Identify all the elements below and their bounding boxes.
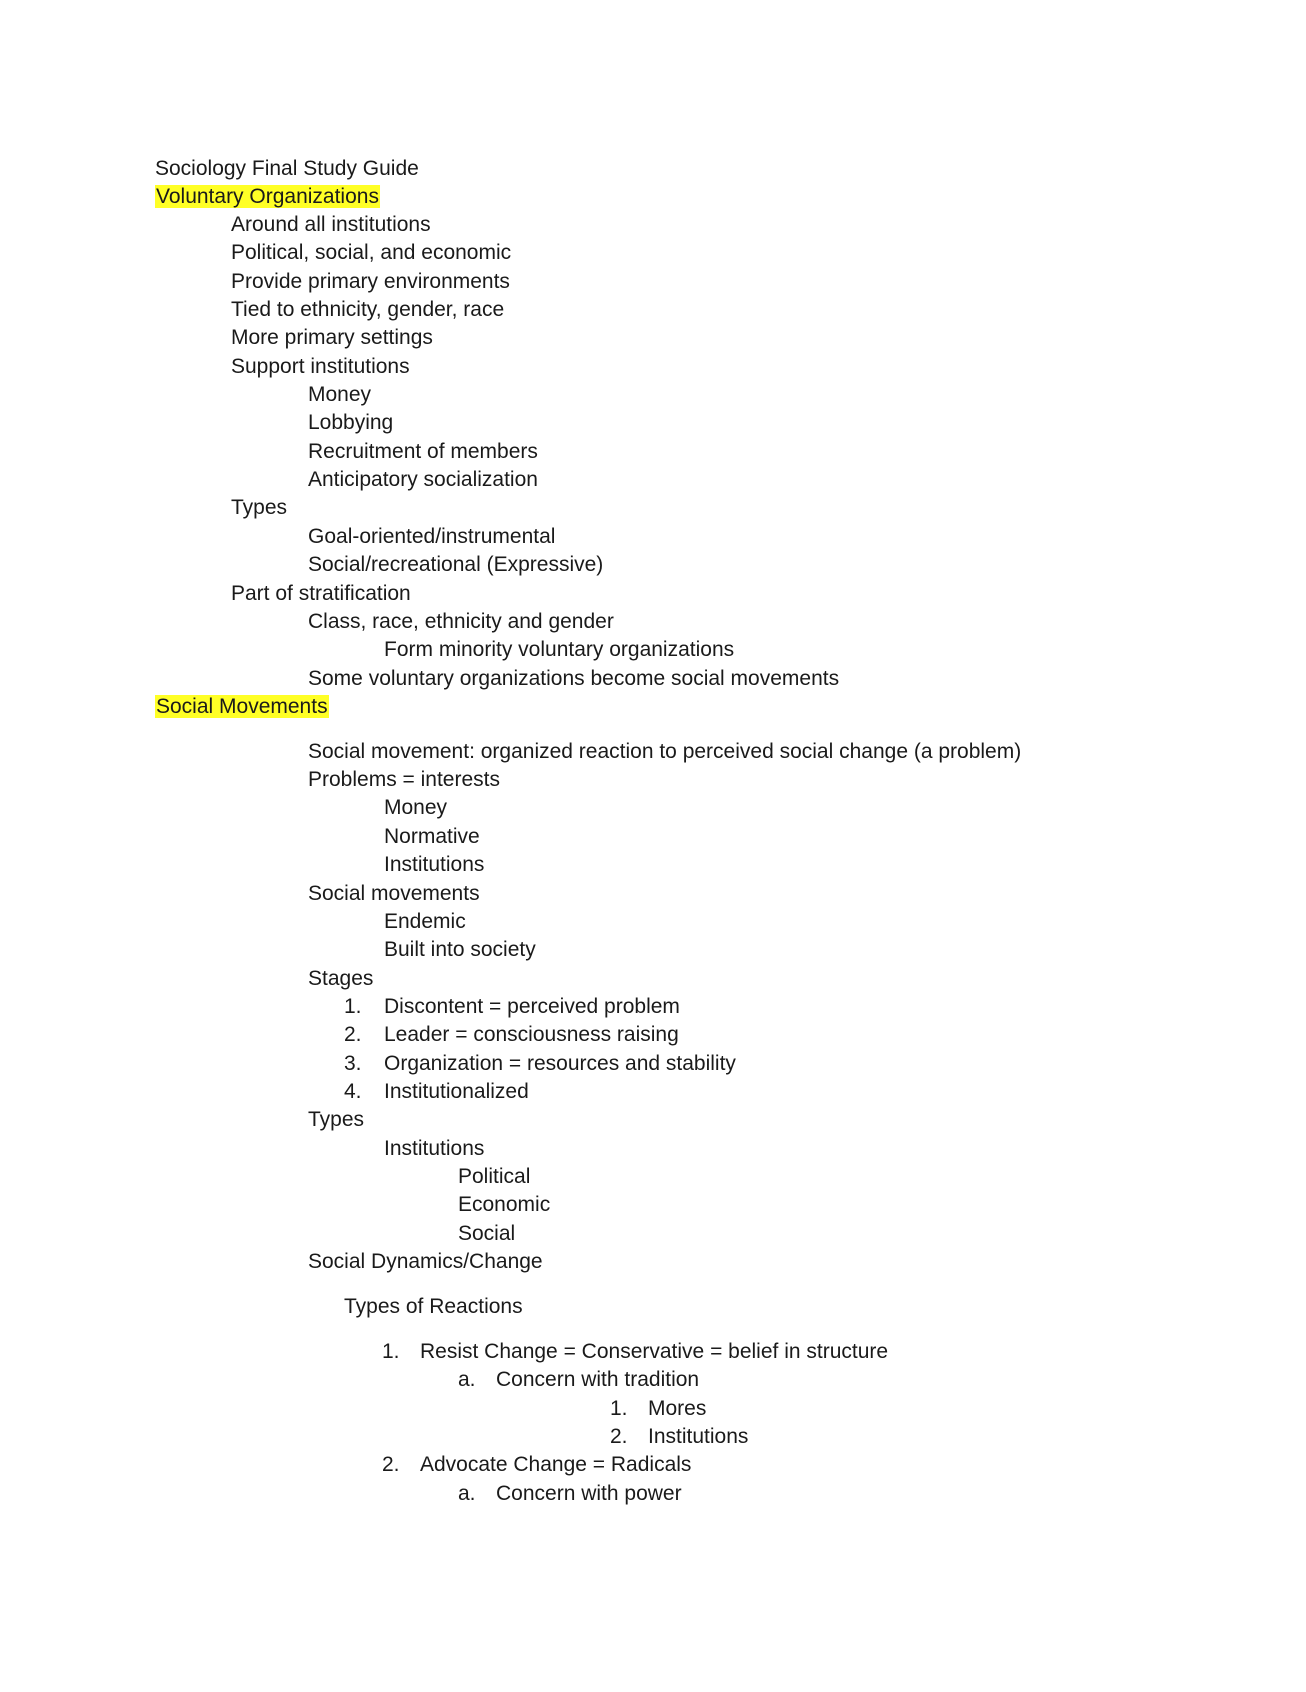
list-item: Anticipatory socialization [308,468,538,491]
list-item: Tied to ethnicity, gender, race [231,298,505,321]
list-item: Organization = resources and stability [384,1052,736,1075]
list-item: Institutions [648,1425,749,1448]
list-item: Social/recreational (Expressive) [308,553,604,576]
list-number: 4. [344,1080,362,1103]
list-item: Institutions [384,1137,485,1160]
list-item: Concern with tradition [496,1368,700,1391]
list-item: Social [458,1222,516,1245]
document-title: Sociology Final Study Guide [155,157,419,180]
list-item: Resist Change = Conservative = belief in structure [420,1340,889,1363]
list-item: More primary settings [231,326,433,349]
list-number: 2. [610,1425,628,1448]
list-number: 2. [382,1453,400,1476]
list-item: Support institutions [231,355,410,378]
list-item: Endemic [384,910,466,933]
list-item: Political, social, and economic [231,241,512,264]
list-letter: a. [458,1368,476,1391]
list-item: Types of Reactions [344,1295,523,1318]
list-item: Form minority voluntary organizations [384,638,735,661]
list-item: Part of stratification [231,582,411,605]
list-number: 3. [344,1052,362,1075]
list-item: Discontent = perceived problem [384,995,680,1018]
list-item: Social Dynamics/Change [308,1250,543,1273]
list-item: Concern with power [496,1482,682,1505]
list-number: 2. [344,1023,362,1046]
highlighted-heading-text: Social Movements [156,695,328,718]
list-item: Class, race, ethnicity and gender [308,610,614,633]
list-number: 1. [344,995,362,1018]
list-item: Stages [308,967,374,990]
list-item: Some voluntary organizations become social movements [308,667,840,690]
section-heading-voluntary-organizations [155,183,380,211]
list-item: Advocate Change = Radicals [420,1453,692,1476]
list-item: Types [231,496,288,519]
list-item: Types [308,1108,365,1131]
list-item: Provide primary environments [231,270,510,293]
list-item: Leader = consciousness raising [384,1023,679,1046]
list-item: Institutions [384,853,485,876]
list-number: 1. [382,1340,400,1363]
list-item: Problems = interests [308,768,500,791]
list-item: Institutionalized [384,1080,529,1103]
list-item: Recruitment of members [308,440,538,463]
list-item: Lobbying [308,411,394,434]
list-item: Around all institutions [231,213,431,236]
list-item: Mores [648,1397,707,1420]
list-number: 1. [610,1397,628,1420]
list-item: Money [308,383,372,406]
list-item: Social movements [308,882,480,905]
list-item: Normative [384,825,480,848]
list-item: Economic [458,1193,551,1216]
list-item: Political [458,1165,531,1188]
list-item: Social movement: organized reaction to perceived social change (a problem) [308,740,1022,763]
list-letter: a. [458,1482,476,1505]
section-heading-social-movements [155,693,329,721]
highlighted-heading-text: Voluntary Organizations [156,185,379,208]
list-item: Built into society [384,938,536,961]
list-item: Goal-oriented/instrumental [308,525,556,548]
list-item: Money [384,796,448,819]
